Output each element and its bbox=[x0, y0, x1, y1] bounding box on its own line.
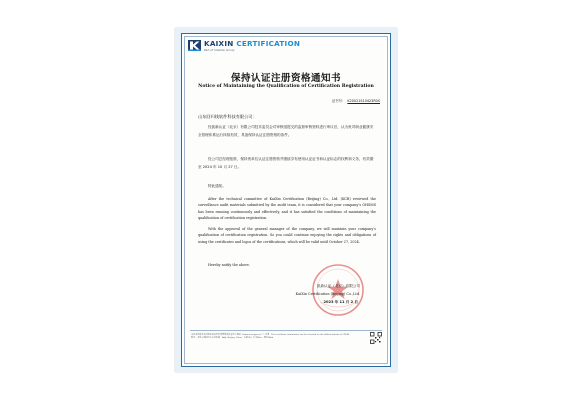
logo-tagline: Part of Intertek Group bbox=[204, 47, 235, 52]
certificate-number bbox=[332, 98, 380, 103]
body-paragraph-cn-3: 特此通知。 bbox=[208, 184, 226, 188]
signer-english: KaiXin Certification (Beijing) Co.,Ltd. bbox=[295, 292, 360, 296]
signature-date: 2023 年 11 月 2 日 bbox=[323, 300, 358, 304]
signer-chinese: 凯新认证（北京）有限公司 bbox=[316, 284, 360, 288]
qr-code-icon bbox=[370, 332, 382, 344]
notice-title-chinese: 保持认证注册资格通知书 bbox=[230, 73, 341, 84]
certificate-number-label: 证书号： bbox=[331, 99, 346, 103]
footer-divider bbox=[190, 330, 382, 331]
certificate-number-value: K20021S10423R0S bbox=[347, 99, 380, 103]
document-frame bbox=[175, 28, 397, 372]
body-paragraph-cn-2: 经公司总经理批准，保持贵单位认证注册资格并继续享有使用认证证书和认证标志的权利和义务，有效期至 2024 年 10 月 27 日。 bbox=[198, 157, 374, 169]
body-paragraph-en-1: After the technical committee of KaiXin Certification (Beijing) Co., Ltd. (KCB) reviewed the surveillance audit materials submitted by the audit team, it is considered that your company’s OHSMS has been running continuously and effectively, and it has satisfied the conditions of maintaining the qualification of certification registration. bbox=[198, 197, 376, 221]
official-seal-stamp bbox=[310, 262, 366, 318]
certificate-document bbox=[181, 33, 391, 367]
body-paragraph-cn-1: 经凯新认证（北京）有限公司技术委员会对审核组提交的监督审核资料进行审议后，认为贵司职业健康安全管理体系运行持续有效，具备保持认证注册资格的条件。 bbox=[198, 125, 374, 137]
recipient-name: 山东回归线软件科技有限公司： bbox=[198, 114, 257, 119]
footer-line-1: 本证书信息可在国家认证认可监督管理委员会官方网站（www.cnca.gov.cn）上查询 · This certificate information can be checked on the official website of CNCA. bbox=[191, 334, 350, 336]
document-footer bbox=[191, 334, 381, 340]
logo-wordmark: KAIXIN CERTIFICATION bbox=[204, 39, 301, 48]
body-paragraph-en-2: With the approval of the general manager of the company, we will maintain your company’s qualification of certification registration. So you could continue enjoying the rights and obligations of using the certificates and logos of the certifications, which will be valid until October 27, 2024. bbox=[198, 227, 376, 244]
kaixin-logo-icon bbox=[188, 40, 201, 51]
notice-title-english: Notice of Maintaining the Qualification of Certification Registration bbox=[198, 84, 374, 89]
body-paragraph-en-3: Hereby notify the above. bbox=[208, 263, 250, 267]
footer-line-2: 地址：北京市海淀区中关村东路 · Add: Beijing, China · 电话/Tel · 传真/Fax · 网址/Web bbox=[191, 337, 274, 340]
